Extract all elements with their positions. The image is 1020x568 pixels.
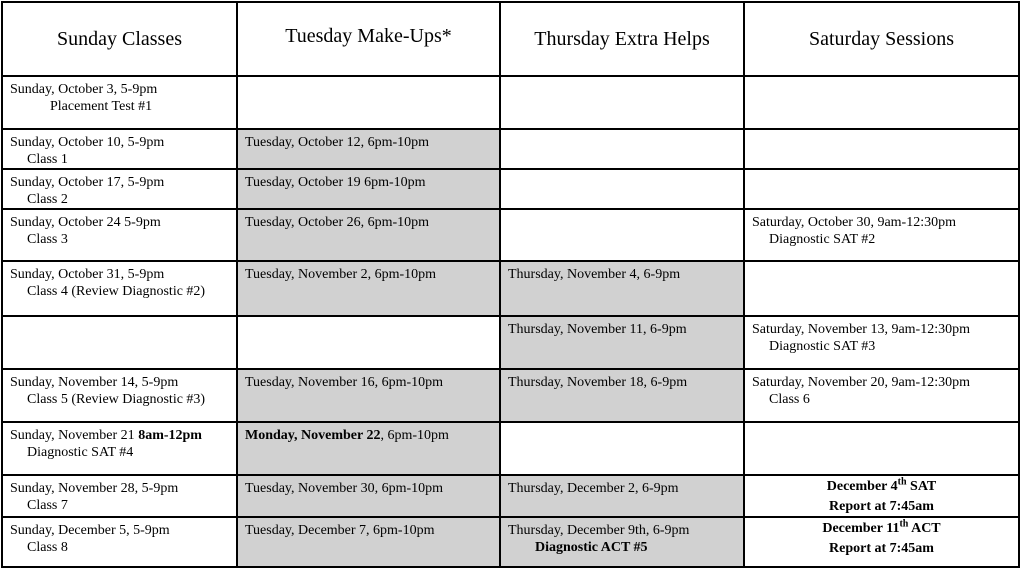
cell-saturday [744,129,1019,169]
monday-time-text: , 6pm-10pm [380,428,449,443]
date-suffix: th [897,476,907,488]
cell-tuesday [237,316,500,369]
sunday-detail: Class 5 (Review Diagnostic #3) [27,392,206,407]
table-row [2,475,1019,517]
cell-tuesday [237,209,500,261]
cell-thursday [500,169,744,209]
cell-thursday [500,369,744,422]
saturday-date: Saturday, November 13, 9am-12:30pm [752,322,970,337]
saturday-test-title [745,518,1018,538]
saturday-detail: Class 6 [769,392,810,407]
cell-sunday [2,129,237,169]
cell-tuesday [237,517,500,567]
sunday-date: Sunday, October 3, 5-9pm [10,82,158,97]
cell-saturday [744,169,1019,209]
cell-sunday [2,369,237,422]
cell-thursday [500,316,744,369]
cell-thursday [500,261,744,316]
saturday-detail: Diagnostic SAT #3 [769,339,876,354]
cell-saturday [744,422,1019,475]
header-row [2,2,1019,76]
monday-date-bold: Monday, November 22 [245,428,381,443]
cell-thursday [500,129,744,169]
tuesday-date: Tuesday, November 2, 6pm-10pm [245,267,437,282]
saturday-date: Saturday, November 20, 9am-12:30pm [752,375,970,390]
schedule-table [1,1,1020,568]
sunday-time-bold: 8am-12pm [138,428,202,443]
cell-tuesday [237,369,500,422]
table-row [2,76,1019,129]
cell-sunday [2,209,237,261]
table-row [2,169,1019,209]
test-date: December 4 [826,479,898,494]
table-row [2,517,1019,567]
thursday-date: Thursday, December 9th, 6-9pm [508,523,690,538]
cell-tuesday [237,129,500,169]
test-date: December 11 [822,521,900,536]
header-tuesday-makeups [237,2,500,76]
cell-sunday [2,517,237,567]
sunday-date: Sunday, October 17, 5-9pm [10,175,165,190]
table-row [2,422,1019,475]
sunday-date: Sunday, October 10, 5-9pm [10,135,165,150]
sunday-detail: Class 3 [27,232,68,247]
cell-saturday [744,316,1019,369]
sunday-date: Sunday, October 31, 5-9pm [10,267,165,282]
thursday-date: Thursday, December 2, 6-9pm [508,481,679,496]
cell-thursday [500,422,744,475]
cell-sunday [2,422,237,475]
cell-tuesday [237,475,500,517]
table-row [2,369,1019,422]
cell-saturday [744,209,1019,261]
saturday-report-time: Report at 7:45am [829,499,934,514]
table-row [2,209,1019,261]
header-thursday-extra-helps: Thursday Extra Helps [500,2,744,76]
header-sunday-classes: Sunday Classes [2,2,237,76]
cell-tuesday [237,76,500,129]
sunday-detail: Class 1 [27,152,68,167]
thursday-date: Thursday, November 4, 6-9pm [508,267,681,282]
thursday-date: Thursday, November 18, 6-9pm [508,375,688,390]
sunday-detail: Class 2 [27,192,68,207]
tuesday-date: Tuesday, October 26, 6pm-10pm [245,215,430,230]
table-row [2,129,1019,169]
sunday-detail: Diagnostic SAT #4 [27,445,134,460]
cell-thursday [500,76,744,129]
cell-saturday [744,76,1019,129]
thursday-date: Thursday, November 11, 6-9pm [508,322,687,337]
saturday-detail: Diagnostic SAT #2 [769,232,876,247]
table-row [2,261,1019,316]
sunday-date-text: Sunday, November 21 [10,428,139,443]
cell-saturday [744,517,1019,567]
sunday-date: Sunday, November 14, 5-9pm [10,375,179,390]
sunday-date [3,423,236,444]
test-type: ACT [908,521,941,536]
sunday-detail: Placement Test #1 [50,99,153,114]
tuesday-date [238,423,499,444]
cell-sunday [2,475,237,517]
tuesday-date: Tuesday, October 19 6pm-10pm [245,175,426,190]
sunday-detail: Class 7 [27,498,68,513]
cell-saturday [744,369,1019,422]
tuesday-date: Tuesday, November 30, 6pm-10pm [245,481,444,496]
tuesday-date: Tuesday, December 7, 6pm-10pm [245,523,435,538]
cell-tuesday [237,261,500,316]
saturday-date: Saturday, October 30, 9am-12:30pm [752,215,956,230]
cell-thursday [500,209,744,261]
sunday-date: Sunday, November 28, 5-9pm [10,481,179,496]
cell-saturday [744,261,1019,316]
cell-saturday [744,475,1019,517]
header-saturday-sessions: Saturday Sessions [744,2,1019,76]
test-type: SAT [906,479,937,494]
tuesday-date: Tuesday, October 12, 6pm-10pm [245,135,430,150]
header-tuesday-label: Tuesday Make-Ups* [285,24,452,47]
table-row [2,316,1019,369]
date-suffix: th [899,518,909,530]
cell-sunday [2,261,237,316]
sunday-detail: Class 8 [27,540,68,555]
saturday-report-time: Report at 7:45am [829,541,934,556]
cell-sunday [2,76,237,129]
cell-thursday [500,475,744,517]
cell-tuesday [237,169,500,209]
tuesday-date: Tuesday, November 16, 6pm-10pm [245,375,444,390]
cell-thursday [500,517,744,567]
sunday-date: Sunday, December 5, 5-9pm [10,523,170,538]
saturday-test-title [745,476,1018,496]
sunday-detail: Class 4 (Review Diagnostic #2) [27,284,206,299]
thursday-detail: Diagnostic ACT #5 [535,540,648,555]
cell-sunday [2,169,237,209]
sunday-date: Sunday, October 24 5-9pm [10,215,161,230]
cell-tuesday [237,422,500,475]
cell-sunday [2,316,237,369]
